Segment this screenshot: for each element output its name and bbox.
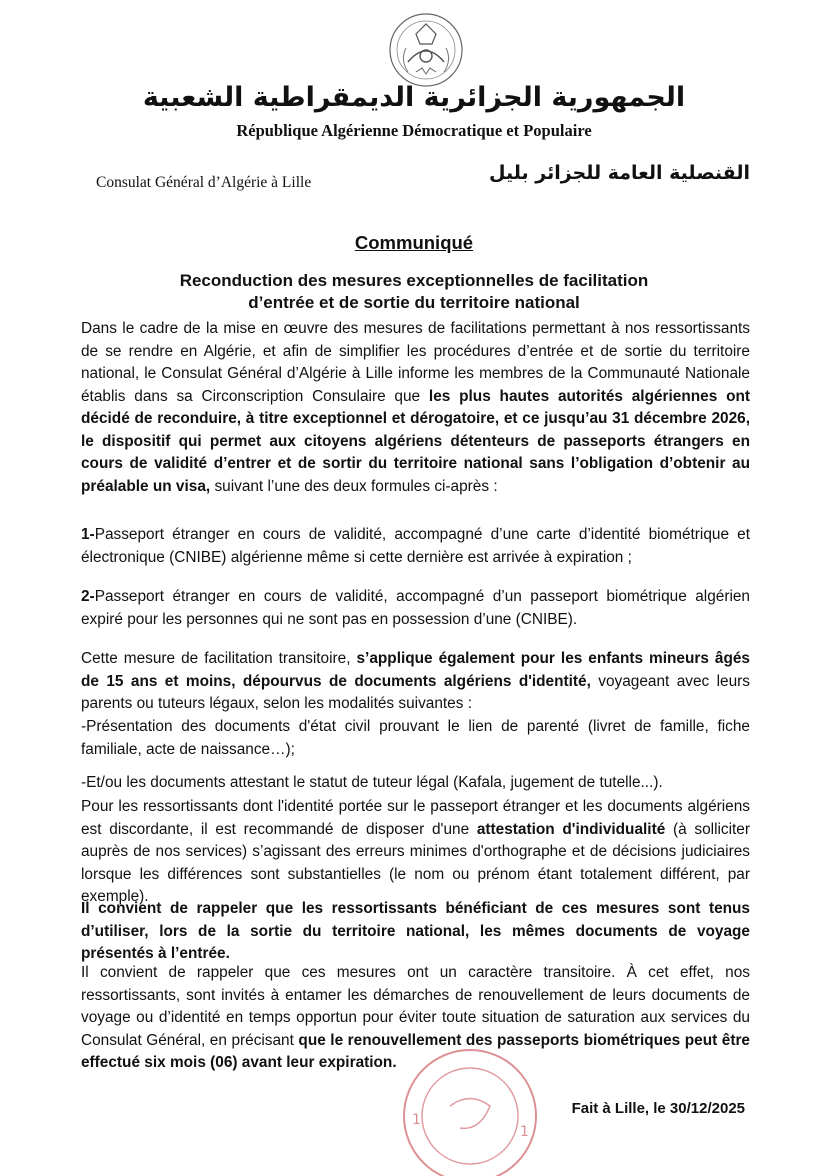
consulate-name-arabic: القنصلية العامة للجزائر بليل [489,162,750,184]
intro-text: Dans le cadre de la mise en œuvre des mesures de facilitations permettant à nos ressortissants de se rendre en Algérie, et afin de simplifier les procédures d’entrée et de sortie du territoire national, le Consulat Général d’Algérie à Lille informe les membres de la Communauté Nationale établis dans sa Circonscription Consulaire que [81,320,750,405]
signature-date: Fait à Lille, le 30/12/2025 [571,1100,745,1117]
consulate-name-french: Consulat Général d’Algérie à Lille [96,174,312,191]
minors-bold: s’applique également pour les enfants mineurs âgés de 15 ans et moins, dépourvus de documents algériens d'identité, [81,650,750,690]
minors-tail: voyageant avec leurs parents ou tuteurs légaux, selon les modalités suivantes : [81,672,750,712]
option-1-number: 1- [81,526,95,543]
paragraph-option-2 [81,586,750,631]
intro-bold: les plus hautes autorités algériennes ont décidé de reconduire, à titre exceptionnel et dérogatoire, et ce jusqu’au 31 décembre 2026, le dispositif qui permet aux citoyens algériens détenteurs de passeports étrangers en cours de validité d’entrer et de sortir du territoire national sans l’obligation d’obtenir au préalable un visa, [81,387,750,495]
subtitle-line-1: Reconduction des mesures exceptionnelles de facilitation [179,271,649,290]
republic-name-arabic: الجمهورية الجزائرية الديمقراطية الشعبية [142,82,686,113]
identity-bold: attestation d'individualité [476,820,666,838]
identity-text: Pour les ressortissants dont l'identité portée sur le passeport étranger et les documents algériens est discordante, il est recommandé de disposer d'une [81,798,750,838]
svg-text:1: 1 [520,1124,529,1140]
renewal-text: Il convient de rappeler que ces mesures ont un caractère transitoire. À cet effet, nos ressortissants, sont invités à entamer les démarches de renouvellement de leurs documents de voyage ou d’identité en temps opportun pour éviter toute situation de saturation aux services du Consulat Général, en précisant [81,964,750,1049]
document-subtitle [0,270,828,314]
paragraph-minors [81,648,750,716]
consulate-stamp-icon [380,1036,560,1176]
paragraph-option-1 [81,524,750,569]
minors-text: Cette mesure de facilitation transitoire, [81,650,357,667]
republic-name-french: République Algérienne Démocratique et Populaire [236,121,592,140]
paragraph-reminder: Il convient de rappeler que les ressortissants bénéficiant de ces mesures sont tenus d’utiliser, lors de la sortie du territoire national, les mêmes documents de voyage présentés à l’entrée. [81,900,750,962]
paragraph-civil-status: -Présentation des documents d'état civil prouvant le lien de parenté (livret de famille, fiche familiale, acte de naissance…); [81,718,750,758]
option-2-text: Passeport étranger en cours de validité, accompagné d’un passeport biométrique algérien expiré pour les personnes qui ne sont pas en possession d’une (CNIBE). [81,588,750,628]
identity-tail: (à solliciter auprès de nos services) s’agissant des erreurs minimes d'orthographe et de décisions judiciaires lorsque les différences sont substantielles (le nom ou prénom étant totalement différent, par exemple). [81,820,750,905]
subtitle-line-2: d’entrée et de sortie du territoire national [248,293,580,312]
paragraph-intro [81,318,750,498]
intro-tail: suivant l’une des deux formules ci-après : [210,477,498,495]
paragraph-guardian: -Et/ou les documents attestant le statut de tuteur légal (Kafala, jugement de tutelle...). [81,774,663,791]
option-2-number: 2- [81,588,95,605]
svg-text:1: 1 [412,1112,421,1128]
paragraph-identity [81,796,750,909]
document-title: Communiqué [354,232,474,253]
renewal-bold: que le renouvellement des passeports biométriques peut être effectué six mois (06) avant leur expiration. [81,1031,750,1071]
option-1-text: Passeport étranger en cours de validité, accompagné d’une carte d’identité biométrique et électronique (CNIBE) algérienne même si cette dernière est arrivée à expiration ; [81,526,750,566]
